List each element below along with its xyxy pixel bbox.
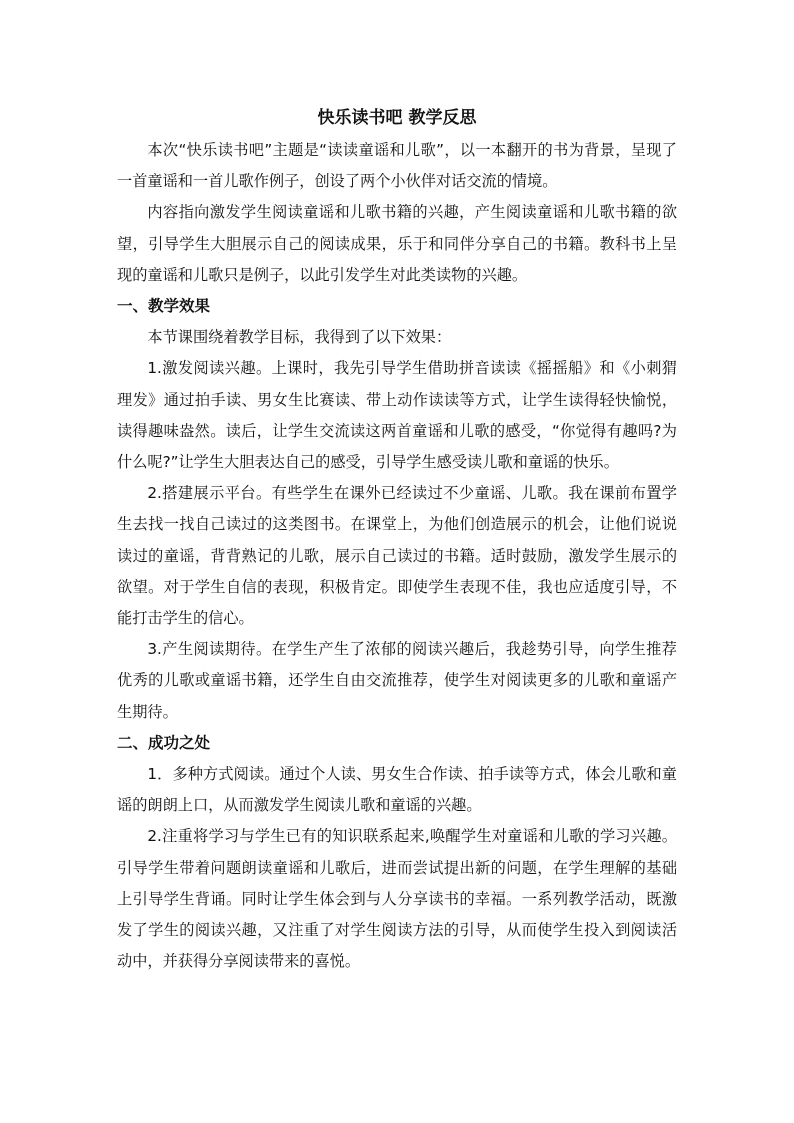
section-lead-paragraph: 本节课围绕着教学目标，我得到了以下效果：: [147, 328, 452, 347]
intro-paragraph: 内容指向激发学生阅读童谣和儿歌书籍的兴趣，产生阅读童谣和儿歌书籍的欲望，引导学生大胆展示自己的阅读成果，乐于和同伴分享自己的书籍。教科书上呈现的童谣和儿歌只是例子，以此引发学生对此类读物的兴趣。: [117, 203, 677, 284]
document-body: [117, 104, 677, 977]
success-item-2: 2.注重将学习与学生已有的知识联系起来,唤醒学生对童谣和儿歌的学习兴趣。引导学生带着问题朗读童谣和儿歌后，进而尝试提出新的问题，在学生理解的基础上引导学生背诵。同时让学生体会到与人分享读书的幸福。一系列教学活动，既激发了学生的阅读兴趣，又注重了对学生阅读方法的引导，从而使学生投入到阅读活动中，并获得分享阅读带来的喜悦。: [117, 827, 677, 971]
page-title: 快乐读书吧 教学反思: [317, 108, 477, 128]
effect-item-2: 2.搭建展示平台。有些学生在课外已经读过不少童谣、儿歌。我在课前布置学生去找一找自己读过的这类图书。在课堂上，为他们创造展示的机会，让他们说说读过的童谣，背背熟记的儿歌，展示自己读过的书籍。适时鼓励，激发学生展示的欲望。对于学生自信的表现，积极肯定。即使学生表现不佳，我也应适度引导，不能打击学生的信心。: [117, 484, 677, 628]
section-heading-teaching-effects: 一、教学效果: [117, 297, 211, 316]
intro-paragraph: 本次“快乐读书吧”主题是“读读童谣和儿歌”，以一本翻开的书为背景，呈现了一首童谣和一首儿歌作例子，创设了两个小伙伴对话交流的情境。: [117, 141, 677, 191]
effect-item-3: 3.产生阅读期待。在学生产生了浓郁的阅读兴趣后，我趁势引导，向学生推荐优秀的儿歌或童谣书籍，还学生自由交流推荐，使学生对阅读更多的儿歌和童谣产生期待。: [117, 640, 677, 721]
effect-item-1: 1.激发阅读兴趣。上课时，我先引导学生借助拼音读读《摇摇船》和《小刺猬理发》通过拍手读、男女生比赛读、带上动作读读等方式，让学生读得轻快愉悦，读得趣味盎然。读后，让学生交流读这两首童谣和儿歌的感受，“你觉得有趣吗?为什么呢?”让学生大胆表达自己的感受，引导学生感受读儿歌和童谣的快乐。: [117, 359, 677, 472]
section-heading-successes: 二、成功之处: [117, 733, 211, 752]
success-item-1: 1．多种方式阅读。通过个人读、男女生合作读、拍手读等方式，体会儿歌和童谣的朗朗上口，从而激发学生阅读儿歌和童谣的兴趣。: [117, 765, 677, 815]
